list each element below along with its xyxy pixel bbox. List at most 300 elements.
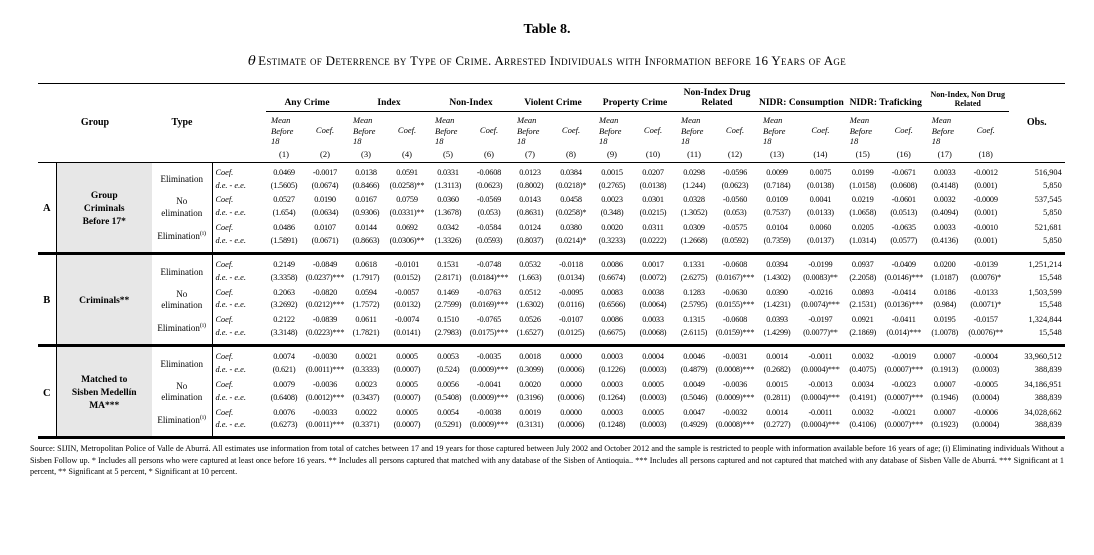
std-error-value: (0.0331)** xyxy=(389,208,425,218)
data-cell xyxy=(266,162,302,193)
data-cell xyxy=(594,346,630,378)
obs-value-2: 15,548 xyxy=(1038,328,1062,338)
crime-group-header: NIDR: Consumption xyxy=(758,84,845,112)
stat-labels xyxy=(212,193,266,221)
coef-value: -0.0011 xyxy=(808,352,833,362)
coef-value: 0.0049 xyxy=(683,379,705,389)
crime-group-header: Non-Index xyxy=(430,84,512,112)
std-error-value: (0.5046) xyxy=(680,392,708,402)
table-row xyxy=(38,221,1065,253)
coef-value: 0.0086 xyxy=(601,315,623,325)
type-text: Elimination xyxy=(160,266,203,277)
data-cell xyxy=(302,346,348,378)
coef-value: -0.0608 xyxy=(722,259,748,269)
coef-value: 0.0054 xyxy=(437,407,459,417)
mean-subheader: Mean Before 18 xyxy=(931,114,955,147)
std-error-value: (0.0008)*** xyxy=(715,420,755,430)
coef-value: 0.0219 xyxy=(851,195,874,205)
column-number: (8) xyxy=(566,148,576,159)
data-cell xyxy=(266,378,302,406)
std-error-value: (0.0592) xyxy=(721,236,749,246)
coef-value: 0.0190 xyxy=(314,195,336,205)
data-cell xyxy=(430,378,466,406)
data-cell xyxy=(266,406,302,438)
coef-value: 0.0167 xyxy=(355,195,377,205)
coef-row-label: Coef. xyxy=(215,195,234,205)
obs-cell xyxy=(1009,221,1065,253)
se-row-label: d.e. - e.e. xyxy=(215,300,246,310)
column-number: (4) xyxy=(402,148,412,159)
coef-value: 0.0921 xyxy=(851,315,874,325)
results-table xyxy=(38,83,1065,439)
coef-value: -0.0019 xyxy=(891,352,916,362)
coef-value: 0.0004 xyxy=(642,352,664,362)
std-error-value: (1.7821) xyxy=(352,328,380,338)
std-error-value: (0.0077)** xyxy=(803,328,838,338)
data-cell xyxy=(881,253,927,285)
data-cell xyxy=(594,193,630,221)
stat-labels xyxy=(212,313,266,345)
obs-cell xyxy=(1009,406,1065,438)
coef-value: 0.0083 xyxy=(601,287,623,297)
coef-value: -0.0414 xyxy=(891,287,916,297)
std-error-value: (0.0608) xyxy=(890,180,918,190)
coef-value: 0.0107 xyxy=(314,223,336,233)
obs-value: 516,904 xyxy=(1034,167,1062,177)
std-error-value: (0.0258)* xyxy=(555,208,587,218)
coef-value: 0.0033 xyxy=(933,223,956,233)
coef-value: 0.1283 xyxy=(683,287,705,297)
coef-value: 0.0384 xyxy=(560,167,582,177)
obs-value: 537,545 xyxy=(1034,195,1062,205)
data-cell xyxy=(796,162,845,193)
data-cell xyxy=(845,253,881,285)
data-cell xyxy=(466,378,512,406)
coef-value: -0.0849 xyxy=(312,259,338,269)
type-text: Elimination xyxy=(157,415,200,426)
data-cell xyxy=(796,253,845,285)
std-error-value: (0.3233) xyxy=(598,236,626,246)
std-error-value: (2.8171) xyxy=(434,272,462,282)
coef-value: 0.0618 xyxy=(355,259,377,269)
std-error-value: (0.0169)*** xyxy=(469,300,509,310)
data-cell xyxy=(676,286,712,314)
stat-labels xyxy=(212,253,266,285)
coef-value: -0.0095 xyxy=(558,287,584,297)
column-number: (2) xyxy=(320,148,330,159)
panel-letter: A xyxy=(42,203,51,215)
coef-value: 0.0007 xyxy=(933,352,956,362)
coef-value: -0.0101 xyxy=(394,259,420,269)
coef-value: -0.0765 xyxy=(476,315,502,325)
std-error-value: (0.348) xyxy=(600,208,624,218)
data-cell xyxy=(758,378,796,406)
data-cell xyxy=(927,378,963,406)
std-error-value: (0.6408) xyxy=(270,392,298,402)
std-error-value: (0.4191) xyxy=(849,392,877,402)
type-text: Elimination xyxy=(160,358,203,369)
coef-value: -0.0763 xyxy=(476,287,502,297)
coef-value: 0.0014 xyxy=(766,407,788,417)
std-error-value: (0.0071)* xyxy=(970,300,1002,310)
coef-row-label: Coef. xyxy=(215,259,234,269)
std-error-value: (0.0222) xyxy=(639,236,667,246)
mean-subheader: Mean Before 18 xyxy=(271,114,294,147)
coef-value: 0.0527 xyxy=(273,195,295,205)
std-error-value: (0.0072) xyxy=(639,272,667,282)
panel-letter: B xyxy=(43,295,51,307)
data-cell xyxy=(302,286,348,314)
table-row xyxy=(38,378,1065,406)
data-cell xyxy=(594,313,630,345)
coef-value: -0.0216 xyxy=(808,287,833,297)
data-cell xyxy=(712,221,758,253)
group-name: Group Criminals Before 17* xyxy=(56,162,152,253)
table-row xyxy=(38,406,1065,438)
coef-value: -0.0575 xyxy=(722,223,748,233)
data-cell xyxy=(302,221,348,253)
stat-labels xyxy=(212,162,266,193)
stat-labels xyxy=(212,286,266,314)
coef-value: 0.0594 xyxy=(355,287,377,297)
coef-value: 0.1510 xyxy=(437,315,459,325)
std-error-value: (0.0004)*** xyxy=(801,392,840,402)
data-cell xyxy=(881,378,927,406)
crime-group-header: NIDR: Traficking xyxy=(845,84,927,112)
coef-value: 0.0015 xyxy=(766,379,788,389)
std-error-value: (0.0513) xyxy=(890,208,918,218)
type-text: Elimination xyxy=(160,174,203,185)
obs-cell xyxy=(1009,162,1065,193)
std-error-value: (0.0155)*** xyxy=(715,300,755,310)
data-cell xyxy=(712,253,758,285)
std-error-value: (1.0158) xyxy=(849,180,877,190)
stat-labels xyxy=(212,378,266,406)
std-error-value: (1.4302) xyxy=(763,272,791,282)
std-error-value: (0.0146)*** xyxy=(884,272,924,282)
data-cell xyxy=(384,313,430,345)
coef-value: 0.0486 xyxy=(273,223,295,233)
std-error-value: (0.0076)** xyxy=(968,328,1004,338)
std-error-value: (0.0011)*** xyxy=(305,420,345,430)
coef-value: 0.0086 xyxy=(601,259,623,269)
data-cell xyxy=(594,378,630,406)
data-cell xyxy=(712,313,758,345)
coef-row-label: Coef. xyxy=(215,315,234,325)
data-cell xyxy=(302,406,348,438)
coef-value: -0.0596 xyxy=(722,167,748,177)
coef-value: -0.0671 xyxy=(891,167,916,177)
data-cell xyxy=(845,193,881,221)
table-row xyxy=(38,162,1065,193)
std-error-value: (0.3333) xyxy=(352,364,380,374)
data-cell xyxy=(676,406,712,438)
coef-value: 0.0032 xyxy=(851,407,874,417)
std-error-value: (0.3437) xyxy=(352,392,380,402)
std-error-value: (1.3113) xyxy=(434,180,462,190)
std-error-value: (0.8631) xyxy=(516,208,544,218)
data-cell xyxy=(630,253,676,285)
coef-value: 0.0053 xyxy=(437,352,459,362)
std-error-value: (0.0623) xyxy=(721,180,749,190)
coef-value: -0.0107 xyxy=(558,315,584,325)
coef-value: -0.0409 xyxy=(891,259,916,269)
data-cell xyxy=(881,346,927,378)
std-error-value: (1.6527) xyxy=(516,328,544,338)
std-error-value: (0.984) xyxy=(933,300,957,310)
column-number: (16) xyxy=(896,148,911,159)
coef-value: 0.0124 xyxy=(519,223,541,233)
data-cell xyxy=(594,221,630,253)
coef-value: 0.0311 xyxy=(642,223,664,233)
data-cell xyxy=(796,193,845,221)
data-cell xyxy=(630,286,676,314)
std-error-value: (0.6566) xyxy=(598,300,626,310)
crime-group-header: Non-Index Drug Related xyxy=(676,84,758,112)
coef-value: 0.0041 xyxy=(809,195,832,205)
data-cell xyxy=(845,346,881,378)
std-error-value: (0.0006) xyxy=(557,364,585,374)
std-error-value: (0.0004) xyxy=(972,392,1000,402)
coef-value: 0.0380 xyxy=(560,223,582,233)
table-row xyxy=(38,193,1065,221)
theta-symbol: θ xyxy=(247,54,257,69)
coef-value: -0.0057 xyxy=(394,287,420,297)
std-error-value: (0.0258)** xyxy=(389,180,425,190)
std-error-value: (0.2682) xyxy=(763,364,791,374)
data-cell xyxy=(512,221,548,253)
std-error-value: (0.0076)* xyxy=(970,272,1002,282)
std-error-value: (0.3099) xyxy=(516,364,544,374)
se-row-label: d.e. - e.e. xyxy=(215,208,246,218)
coef-value: 0.0207 xyxy=(642,167,664,177)
coef-value: -0.0033 xyxy=(312,407,338,417)
crime-group-header: Property Crime xyxy=(594,84,676,112)
std-error-value: (0.0215) xyxy=(639,208,667,218)
data-cell xyxy=(266,221,302,253)
data-cell xyxy=(430,313,466,345)
type-text: No elimination xyxy=(161,380,203,403)
obs-cell xyxy=(1009,193,1065,221)
std-error-value: (1.7917) xyxy=(352,272,380,282)
source-note: Source: SIJIN, Metropolitan Police of Valle de Aburrá. All estimates use information from total of catches between 17 and 19 years for those captured between July 2002 and October 2012 and the sample is restricted to people with information available before 16 years of age; (i) Eliminating individuals Without a Sisben Follow up. * Includes all persons who were captured at least once before 16 years. ** Includes all persons captured that matched with any database of the Sisben of Antioquia.. *** Includes all persons captured and not captured that matched with any database of Sisben Valle de Aburrá. *** Significant at 1 percent, ** Significant at 5 percent, * Significant at 10 percent. xyxy=(30,444,1064,477)
std-error-value: (0.0141) xyxy=(393,328,421,338)
data-cell xyxy=(963,253,1009,285)
std-error-value: (1.3052) xyxy=(680,208,708,218)
data-cell xyxy=(630,346,676,378)
coef-value: 0.0526 xyxy=(519,315,541,325)
std-error-value: (2.6115) xyxy=(680,328,708,338)
data-cell xyxy=(676,193,712,221)
coef-value: 0.0017 xyxy=(642,259,664,269)
data-cell xyxy=(302,193,348,221)
std-error-value: (0.0004)*** xyxy=(801,420,840,430)
column-number: (15) xyxy=(855,148,870,159)
std-error-value: (0.0074)*** xyxy=(801,300,840,310)
std-error-value: (0.0012)*** xyxy=(305,392,345,402)
panel xyxy=(38,253,1065,345)
obs-cell xyxy=(1009,378,1065,406)
std-error-value: (0.0006) xyxy=(557,392,585,402)
data-cell xyxy=(845,221,881,253)
std-error-value: (0.5291) xyxy=(434,420,462,430)
std-error-value: (0.053) xyxy=(723,208,747,218)
data-cell xyxy=(548,253,594,285)
std-error-value: (3.3358) xyxy=(270,272,298,282)
std-error-value: (0.014)*** xyxy=(886,328,922,338)
data-cell xyxy=(348,406,384,438)
stat-labels xyxy=(212,346,266,378)
column-number: (5) xyxy=(443,148,453,159)
mean-subheader: Mean Before 18 xyxy=(517,114,540,147)
coef-value: 0.0512 xyxy=(519,287,541,297)
coef-value: 0.0020 xyxy=(519,379,541,389)
data-cell xyxy=(512,162,548,193)
type-superscript: (i) xyxy=(199,229,207,237)
std-error-value: (0.7359) xyxy=(763,236,791,246)
coef-row-label: Coef. xyxy=(215,379,234,389)
std-error-value: (0.1248) xyxy=(598,420,626,430)
std-error-value: (0.0237)*** xyxy=(305,272,345,282)
coef-value: -0.0012 xyxy=(973,167,998,177)
obs-value-2: 5,850 xyxy=(1043,208,1062,218)
coef-value: -0.0030 xyxy=(312,352,338,362)
std-error-value: (0.4879) xyxy=(680,364,708,374)
type-label xyxy=(152,313,212,345)
obs-value-2: 5,850 xyxy=(1043,236,1062,246)
std-error-value: (0.0007)*** xyxy=(884,392,924,402)
coef-value: 0.0015 xyxy=(601,167,623,177)
data-cell xyxy=(630,406,676,438)
std-error-value: (0.001) xyxy=(974,180,998,190)
data-cell xyxy=(845,286,881,314)
coef-subheader: Coef. xyxy=(894,124,913,135)
data-cell xyxy=(796,346,845,378)
coef-value: 0.0342 xyxy=(437,223,459,233)
coef-value: 0.0033 xyxy=(933,167,956,177)
crime-group-header: Any Crime xyxy=(266,84,348,112)
data-cell xyxy=(927,346,963,378)
coef-value: -0.0157 xyxy=(973,315,998,325)
std-error-value: (0.0137) xyxy=(807,236,834,246)
std-error-value: (0.053) xyxy=(477,208,501,218)
std-error-value: (0.8663) xyxy=(352,236,380,246)
std-error-value: (3.3148) xyxy=(270,328,298,338)
data-cell xyxy=(796,313,845,345)
obs-value: 33,960,512 xyxy=(1024,352,1062,362)
std-error-value: (0.0212)*** xyxy=(305,300,345,310)
coef-value: -0.0608 xyxy=(722,315,748,325)
coef-value: 0.0046 xyxy=(683,352,705,362)
coef-value: 0.0007 xyxy=(933,379,956,389)
table-subtitle xyxy=(0,53,1094,69)
coef-value: 0.0023 xyxy=(601,195,623,205)
data-cell xyxy=(348,221,384,253)
coef-value: 0.0021 xyxy=(355,352,377,362)
std-error-value: (1.5891) xyxy=(270,236,298,246)
column-number: (12) xyxy=(727,148,743,159)
std-error-value: (0.0003) xyxy=(639,364,667,374)
data-cell xyxy=(676,378,712,406)
mean-subheader: Mean Before 18 xyxy=(435,114,458,147)
data-cell xyxy=(384,378,430,406)
data-cell xyxy=(302,162,348,193)
data-cell xyxy=(676,346,712,378)
std-error-value: (0.0306)** xyxy=(389,236,425,246)
data-cell xyxy=(927,406,963,438)
coef-value: 0.0022 xyxy=(355,407,377,417)
column-number: (7) xyxy=(525,148,535,159)
std-error-value: (0.6674) xyxy=(598,272,626,282)
std-error-value: (0.0159)*** xyxy=(715,328,755,338)
se-row-label: d.e. - e.e. xyxy=(215,180,246,190)
data-cell xyxy=(466,221,512,253)
std-error-value: (0.0577) xyxy=(890,236,918,246)
type-label xyxy=(152,286,212,314)
coef-subheader: Coef. xyxy=(479,124,499,135)
data-cell xyxy=(384,221,430,253)
std-error-value: (0.6675) xyxy=(598,328,626,338)
obs-cell xyxy=(1009,313,1065,345)
coef-subheader: Coef. xyxy=(397,124,417,135)
data-cell xyxy=(630,162,676,193)
data-cell xyxy=(430,346,466,378)
coef-value: 0.0034 xyxy=(851,379,874,389)
std-error-value: (0.0009)*** xyxy=(469,420,509,430)
std-error-value: (0.0671) xyxy=(311,236,339,246)
coef-value: 0.0611 xyxy=(355,315,377,325)
std-error-value: (0.0003) xyxy=(972,364,1000,374)
coef-value: 0.0000 xyxy=(560,352,582,362)
coef-value: -0.0635 xyxy=(891,223,916,233)
data-cell xyxy=(963,286,1009,314)
type-label xyxy=(152,406,212,438)
std-error-value: (0.0218)* xyxy=(555,180,587,190)
data-cell xyxy=(548,193,594,221)
std-error-value: (0.0003) xyxy=(639,392,667,402)
std-error-value: (0.0004)*** xyxy=(801,364,840,374)
coef-value: -0.0021 xyxy=(891,407,916,417)
data-cell xyxy=(712,378,758,406)
coef-value: -0.0608 xyxy=(476,167,502,177)
panel xyxy=(38,162,1065,253)
coef-value: 0.0759 xyxy=(396,195,418,205)
data-cell xyxy=(963,378,1009,406)
data-cell xyxy=(796,286,845,314)
data-cell xyxy=(466,346,512,378)
coef-subheader: Coef. xyxy=(561,124,581,135)
std-error-value: (0.1264) xyxy=(598,392,626,402)
data-cell xyxy=(881,286,927,314)
std-error-value: (0.621) xyxy=(272,364,296,374)
coef-value: -0.0133 xyxy=(973,287,998,297)
coef-value: 0.0205 xyxy=(851,223,874,233)
std-error-value: (0.0068) xyxy=(639,328,667,338)
column-number: (10) xyxy=(645,148,661,159)
data-cell xyxy=(845,378,881,406)
coef-value: 0.0005 xyxy=(642,407,664,417)
std-error-value: (0.3371) xyxy=(352,420,380,430)
coef-value: -0.0041 xyxy=(476,379,502,389)
std-error-value: (1.663) xyxy=(518,272,542,282)
data-cell xyxy=(348,313,384,345)
std-error-value: (0.0009)*** xyxy=(715,392,755,402)
obs-cell xyxy=(1009,286,1065,314)
data-cell xyxy=(302,378,348,406)
mean-subheader: Mean Before 18 xyxy=(599,114,622,147)
data-cell xyxy=(758,162,796,193)
type-label xyxy=(152,253,212,285)
